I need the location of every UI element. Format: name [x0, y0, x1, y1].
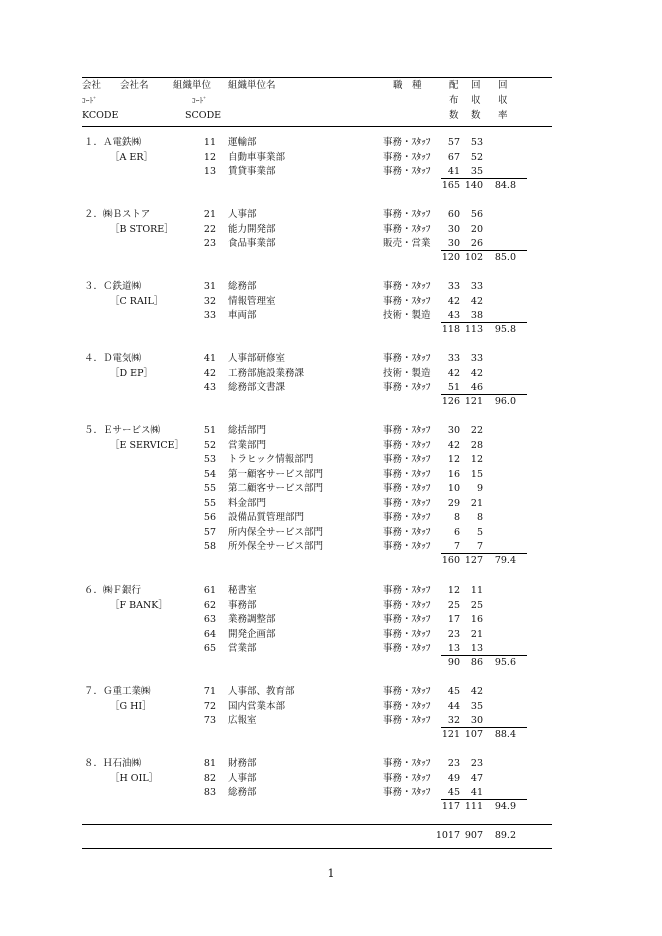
- job-type: 事務・ｽﾀｯﾌ: [383, 497, 431, 509]
- collected-count: 20: [470, 223, 483, 235]
- collected-count: 41: [470, 787, 483, 798]
- unit-code: 42: [203, 367, 216, 379]
- job-type: 事務・ｽﾀｯﾌ: [383, 223, 431, 235]
- collected-count: 42: [470, 295, 483, 307]
- grand-total-bottom-rule: [82, 848, 552, 849]
- header-collected-3: 数: [471, 110, 481, 121]
- subtotal-collected: 111: [464, 801, 483, 812]
- collected-count: 11: [470, 585, 483, 596]
- header-top-rule: [82, 77, 552, 78]
- subtotal-distributed: 126: [441, 396, 460, 407]
- collected-count: 53: [470, 137, 483, 148]
- job-type: 事務・ｽﾀｯﾌ: [383, 758, 431, 769]
- unit-name: トラヒック情報部門: [228, 454, 314, 465]
- job-type: 事務・ｽﾀｯﾌ: [383, 382, 431, 393]
- unit-name: 営業部門: [228, 439, 267, 451]
- distributed-count: 25: [447, 599, 460, 611]
- distributed-count: 6: [453, 526, 460, 538]
- unit-code: 55: [203, 497, 216, 509]
- subtotal-distributed: 117: [441, 801, 460, 812]
- job-type: 事務・ｽﾀｯﾌ: [383, 281, 431, 292]
- distributed-count: 30: [447, 238, 460, 249]
- unit-name: 総括部門: [228, 425, 267, 436]
- collected-count: 13: [470, 643, 483, 654]
- collected-count: 33: [470, 353, 483, 364]
- unit-code: 81: [203, 758, 216, 769]
- unit-name: 国内営業本部: [228, 700, 286, 712]
- distributed-count: 42: [447, 439, 460, 451]
- company-name: ４．Ｄ電気㈱: [84, 353, 142, 364]
- unit-code: 56: [203, 512, 216, 523]
- company-code: ［G HI］: [110, 700, 152, 712]
- collected-count: 42: [470, 367, 483, 379]
- distributed-count: 32: [447, 715, 460, 726]
- unit-code: 21: [203, 209, 216, 220]
- subtotal-rate: 94.9: [494, 801, 516, 812]
- job-type: 事務・ｽﾀｯﾌ: [383, 700, 431, 712]
- company-name: ５．Ｅサービス㈱: [84, 425, 161, 436]
- job-type: 事務・ｽﾀｯﾌ: [383, 599, 431, 611]
- job-type: 事務・ｽﾀｯﾌ: [383, 715, 431, 726]
- company-code: ［H OIL］: [110, 772, 159, 784]
- unit-code: 32: [203, 295, 216, 307]
- subtotal-rule: [441, 553, 527, 554]
- distributed-count: 12: [447, 454, 460, 465]
- header-job-type: 職 種: [393, 80, 422, 91]
- job-type: 事務・ｽﾀｯﾌ: [383, 151, 431, 163]
- subtotal-rate: 95.8: [494, 324, 516, 335]
- distributed-count: 16: [447, 468, 460, 480]
- subtotal-collected: 127: [464, 555, 483, 566]
- header-rate: 回: [498, 80, 508, 91]
- unit-name: 事務部: [228, 599, 257, 611]
- unit-name: 開発企画部: [228, 628, 276, 640]
- subtotal-rule: [441, 178, 527, 179]
- header-company-code-sub: ｺｰﾄﾞ: [82, 96, 97, 105]
- unit-code: 63: [203, 614, 216, 625]
- unit-code: 72: [203, 700, 216, 712]
- header-unit-code: 組織単位: [173, 80, 212, 91]
- subtotal-collected: 113: [464, 324, 483, 335]
- job-type: 技術・製造: [383, 310, 431, 321]
- unit-code: 13: [203, 166, 216, 177]
- distributed-count: 17: [447, 614, 460, 625]
- unit-code: 61: [203, 585, 216, 596]
- subtotal-collected: 86: [470, 657, 483, 668]
- unit-name: 所外保全サービス部門: [228, 541, 324, 552]
- collected-count: 21: [470, 497, 483, 509]
- subtotal-rule: [441, 799, 527, 800]
- distributed-count: 45: [447, 686, 460, 697]
- job-type: 事務・ｽﾀｯﾌ: [383, 787, 431, 798]
- header-rate-2: 収: [498, 95, 508, 106]
- unit-name: 運輸部: [228, 137, 257, 148]
- job-type: 事務・ｽﾀｯﾌ: [383, 425, 431, 436]
- unit-name: 総務部: [228, 787, 257, 798]
- company-name: ６．㈱Ｆ銀行: [84, 585, 142, 596]
- job-type: 事務・ｽﾀｯﾌ: [383, 468, 431, 480]
- company-name: ３．Ｃ鉄道㈱: [84, 281, 142, 292]
- company-name: ２．㈱Ｂストア: [84, 209, 151, 220]
- collected-count: 33: [470, 281, 483, 292]
- company-code: ［B STORE］: [110, 223, 174, 235]
- collected-count: 46: [470, 382, 483, 393]
- distributed-count: 57: [447, 137, 460, 148]
- unit-code: 31: [203, 281, 216, 292]
- unit-name: 自動車事業部: [228, 151, 286, 163]
- distributed-count: 49: [447, 772, 460, 784]
- unit-code: 33: [203, 310, 216, 321]
- subtotal-distributed: 118: [441, 324, 460, 335]
- unit-code: 23: [203, 238, 216, 249]
- subtotal-distributed: 120: [441, 252, 460, 263]
- header-company-code-en: KCODE: [82, 110, 119, 121]
- subtotal-rate: 88.4: [494, 729, 516, 740]
- subtotal-rate: 84.8: [494, 180, 516, 191]
- unit-name: 秘書室: [228, 585, 257, 596]
- header-distributed: 配: [449, 80, 459, 91]
- collected-count: 5: [476, 526, 483, 538]
- job-type: 事務・ｽﾀｯﾌ: [383, 541, 431, 552]
- unit-code: 41: [203, 353, 216, 364]
- subtotal-rule: [441, 655, 527, 656]
- header-rate-3: 率: [498, 110, 508, 121]
- subtotal-rate: 95.6: [494, 657, 516, 668]
- unit-name: 工務部施設業務課: [228, 367, 305, 379]
- collected-count: 9: [476, 483, 483, 494]
- distributed-count: 44: [447, 700, 460, 712]
- unit-name: 総務部文書課: [228, 382, 286, 393]
- job-type: 事務・ｽﾀｯﾌ: [383, 483, 431, 494]
- unit-name: 第一顧客サービス部門: [228, 468, 324, 480]
- company-code: ［C RAIL］: [110, 295, 164, 307]
- unit-name: 人事部: [228, 772, 257, 784]
- job-type: 事務・ｽﾀｯﾌ: [383, 643, 431, 654]
- subtotal-rate: 85.0: [494, 252, 516, 263]
- grand-total-top-rule: [82, 824, 552, 825]
- unit-name: 情報管理室: [228, 295, 276, 307]
- unit-code: 73: [203, 715, 216, 726]
- subtotal-rule: [441, 727, 527, 728]
- unit-name: 料金部門: [228, 497, 267, 509]
- header-collected-2: 収: [471, 95, 481, 106]
- unit-name: 食品事業部: [228, 238, 276, 249]
- unit-code: 57: [203, 526, 216, 538]
- header-distributed-2: 布: [449, 95, 459, 106]
- distributed-count: 67: [447, 151, 460, 163]
- distributed-count: 45: [447, 787, 460, 798]
- header-unit-code-sub: ｺｰﾄﾞ: [192, 96, 207, 105]
- distributed-count: 30: [447, 223, 460, 235]
- header-company-name: 会社名: [120, 80, 149, 91]
- job-type: 事務・ｽﾀｯﾌ: [383, 585, 431, 596]
- company-code: ［D EP］: [110, 367, 153, 379]
- distributed-count: 51: [447, 382, 460, 393]
- job-type: 事務・ｽﾀｯﾌ: [383, 137, 431, 148]
- unit-name: 第二顧客サービス部門: [228, 483, 324, 494]
- subtotal-distributed: 160: [441, 555, 460, 566]
- distributed-count: 41: [447, 166, 460, 177]
- company-code: ［E SERVICE］: [110, 439, 185, 451]
- company-name: ８．Ｈ石油㈱: [84, 758, 142, 769]
- job-type: 事務・ｽﾀｯﾌ: [383, 526, 431, 538]
- subtotal-distributed: 121: [441, 729, 460, 740]
- collected-count: 7: [476, 541, 483, 552]
- collected-count: 25: [470, 599, 483, 611]
- unit-name: 所内保全サービス部門: [228, 526, 324, 538]
- unit-name: 能力開発部: [228, 223, 276, 235]
- distributed-count: 13: [447, 643, 460, 654]
- distributed-count: 23: [447, 628, 460, 640]
- header-bottom-rule: [82, 126, 552, 127]
- distributed-count: 10: [447, 483, 460, 494]
- unit-code: 54: [203, 468, 216, 480]
- distributed-count: 29: [447, 497, 460, 509]
- header-collected: 回: [471, 80, 481, 91]
- unit-code: 53: [203, 454, 216, 465]
- distributed-count: 42: [447, 367, 460, 379]
- collected-count: 21: [470, 628, 483, 640]
- distributed-count: 42: [447, 295, 460, 307]
- job-type: 事務・ｽﾀｯﾌ: [383, 439, 431, 451]
- unit-name: 賃貸事業部: [228, 166, 276, 177]
- header-company-code: 会社: [82, 80, 102, 91]
- collected-count: 8: [476, 512, 483, 523]
- unit-code: 83: [203, 787, 216, 798]
- unit-code: 52: [203, 439, 216, 451]
- collected-count: 35: [470, 166, 483, 177]
- job-type: 事務・ｽﾀｯﾌ: [383, 295, 431, 307]
- unit-code: 11: [203, 137, 216, 148]
- company-code: ［F BANK］: [110, 599, 168, 611]
- unit-code: 51: [203, 425, 216, 436]
- unit-code: 22: [203, 223, 216, 235]
- distributed-count: 60: [447, 209, 460, 220]
- unit-name: 車両部: [228, 310, 257, 321]
- collected-count: 35: [470, 700, 483, 712]
- subtotal-rule: [441, 322, 527, 323]
- grand-total-distributed: 1017: [435, 830, 460, 841]
- header-distributed-3: 数: [449, 110, 459, 121]
- collected-count: 28: [470, 439, 483, 451]
- subtotal-collected: 107: [464, 729, 483, 740]
- collected-count: 47: [470, 772, 483, 784]
- unit-code: 65: [203, 643, 216, 654]
- collected-count: 42: [470, 686, 483, 697]
- unit-code: 82: [203, 772, 216, 784]
- collected-count: 22: [470, 425, 483, 436]
- unit-name: 人事部研修室: [228, 353, 286, 364]
- collected-count: 52: [470, 151, 483, 163]
- job-type: 販売・営業: [383, 238, 431, 249]
- job-type: 事務・ｽﾀｯﾌ: [383, 772, 431, 784]
- page-number: 1: [327, 867, 335, 880]
- distributed-count: 30: [447, 425, 460, 436]
- job-type: 事務・ｽﾀｯﾌ: [383, 454, 431, 465]
- unit-name: 財務部: [228, 758, 257, 769]
- subtotal-distributed: 90: [447, 657, 460, 668]
- header-unit-name: 組織単位名: [228, 80, 276, 91]
- subtotal-rule: [441, 250, 527, 251]
- collected-count: 16: [470, 614, 483, 625]
- subtotal-rule: [441, 394, 527, 395]
- unit-name: 広報室: [228, 715, 257, 726]
- collected-count: 30: [470, 715, 483, 726]
- job-type: 事務・ｽﾀｯﾌ: [383, 166, 431, 177]
- unit-code: 71: [203, 686, 216, 697]
- subtotal-rate: 79.4: [494, 555, 516, 566]
- subtotal-rate: 96.0: [494, 396, 516, 407]
- unit-name: 業務調整部: [228, 614, 276, 625]
- distributed-count: 33: [447, 353, 460, 364]
- unit-name: 総務部: [228, 281, 257, 292]
- collected-count: 38: [470, 310, 483, 321]
- distributed-count: 8: [453, 512, 460, 523]
- unit-code: 43: [203, 382, 216, 393]
- unit-code: 58: [203, 541, 216, 552]
- subtotal-collected: 102: [464, 252, 483, 263]
- header-unit-code-en: SCODE: [185, 110, 222, 121]
- job-type: 事務・ｽﾀｯﾌ: [383, 209, 431, 220]
- collected-count: 23: [470, 758, 483, 769]
- job-type: 事務・ｽﾀｯﾌ: [383, 686, 431, 697]
- unit-name: 人事部: [228, 209, 257, 220]
- company-code: ［A ER］: [110, 151, 153, 163]
- job-type: 事務・ｽﾀｯﾌ: [383, 353, 431, 364]
- unit-name: 設備品質管理部門: [228, 512, 305, 523]
- collected-count: 15: [470, 468, 483, 480]
- collected-count: 12: [470, 454, 483, 465]
- distributed-count: 23: [447, 758, 460, 769]
- subtotal-collected: 140: [464, 180, 483, 191]
- unit-code: 64: [203, 628, 216, 640]
- distributed-count: 43: [447, 310, 460, 321]
- job-type: 事務・ｽﾀｯﾌ: [383, 512, 431, 523]
- subtotal-collected: 121: [464, 396, 483, 407]
- collected-count: 26: [470, 238, 483, 249]
- grand-total-rate: 89.2: [494, 830, 516, 841]
- distributed-count: 7: [453, 541, 460, 552]
- grand-total-collected: 907: [464, 830, 483, 841]
- company-name: １．Ａ電鉄㈱: [84, 137, 142, 148]
- unit-code: 12: [203, 151, 216, 163]
- subtotal-distributed: 165: [441, 180, 460, 191]
- job-type: 技術・製造: [383, 367, 431, 379]
- unit-code: 62: [203, 599, 216, 611]
- job-type: 事務・ｽﾀｯﾌ: [383, 614, 431, 625]
- company-name: ７．Ｇ重工業㈱: [84, 686, 151, 697]
- collected-count: 56: [470, 209, 483, 220]
- unit-name: 人事部、教育部: [228, 686, 295, 697]
- distributed-count: 12: [447, 585, 460, 596]
- distributed-count: 33: [447, 281, 460, 292]
- unit-name: 営業部: [228, 643, 257, 654]
- unit-code: 55: [203, 483, 216, 494]
- job-type: 事務・ｽﾀｯﾌ: [383, 628, 431, 640]
